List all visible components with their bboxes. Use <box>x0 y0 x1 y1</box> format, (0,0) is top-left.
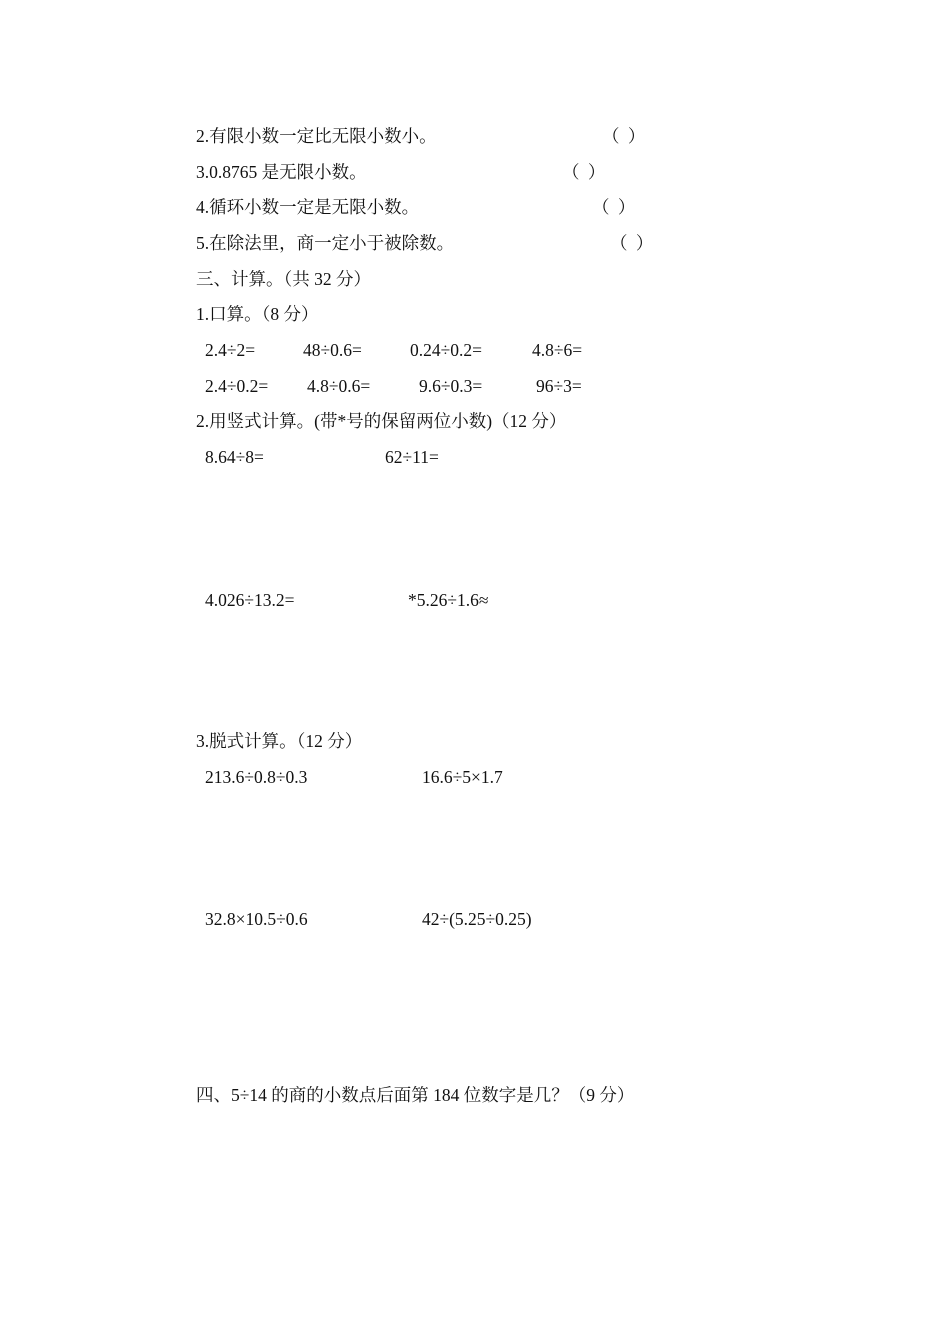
answer-blank-4[interactable]: （ ） <box>592 197 638 217</box>
vertical-calc-3: 4.026÷13.2= <box>205 590 295 610</box>
q2-title: 2.用竖式计算。(带*号的保留两位小数)（12 分） <box>196 411 567 431</box>
judgement-item-4: 4.循环小数一定是无限小数。 <box>196 197 420 217</box>
oral-calc-4: 4.8÷6= <box>532 340 583 360</box>
judgement-item-2: 2.有限小数一定比无限小数小。 <box>196 126 437 146</box>
oral-calc-8: 96÷3= <box>536 376 582 396</box>
oral-calc-2: 48÷0.6= <box>303 340 362 360</box>
answer-blank-5[interactable]: （ ） <box>610 233 656 253</box>
oral-calc-1: 2.4÷2= <box>205 340 256 360</box>
stepwise-calc-4: 42÷(5.25÷0.25) <box>422 909 532 929</box>
oral-calc-6: 4.8÷0.6= <box>307 376 371 396</box>
answer-blank-3[interactable]: （ ） <box>562 162 608 182</box>
stepwise-calc-2: 16.6÷5×1.7 <box>422 767 503 787</box>
answer-blank-2[interactable]: （ ） <box>602 126 648 146</box>
oral-calc-5: 2.4÷0.2= <box>205 376 269 396</box>
q3-title: 3.脱式计算。（12 分） <box>196 731 363 751</box>
oral-calc-7: 9.6÷0.3= <box>419 376 483 396</box>
vertical-calc-4: *5.26÷1.6≈ <box>408 590 489 610</box>
section3-heading: 三、计算。（共 32 分） <box>196 269 371 289</box>
judgement-item-5: 5.在除法里，商一定小于被除数。 <box>196 233 455 253</box>
q1-title: 1.口算。（8 分） <box>196 304 319 324</box>
judgement-item-3: 3.0.8765 是无限小数。 <box>196 162 367 182</box>
stepwise-calc-1: 213.6÷0.8÷0.3 <box>205 767 308 787</box>
section4-heading: 四、5÷14 的商的小数点后面第 184 位数字是几？（9 分） <box>196 1085 635 1105</box>
stepwise-calc-3: 32.8×10.5÷0.6 <box>205 909 308 929</box>
oral-calc-3: 0.24÷0.2= <box>410 340 482 360</box>
vertical-calc-2: 62÷11= <box>385 447 439 467</box>
vertical-calc-1: 8.64÷8= <box>205 447 264 467</box>
